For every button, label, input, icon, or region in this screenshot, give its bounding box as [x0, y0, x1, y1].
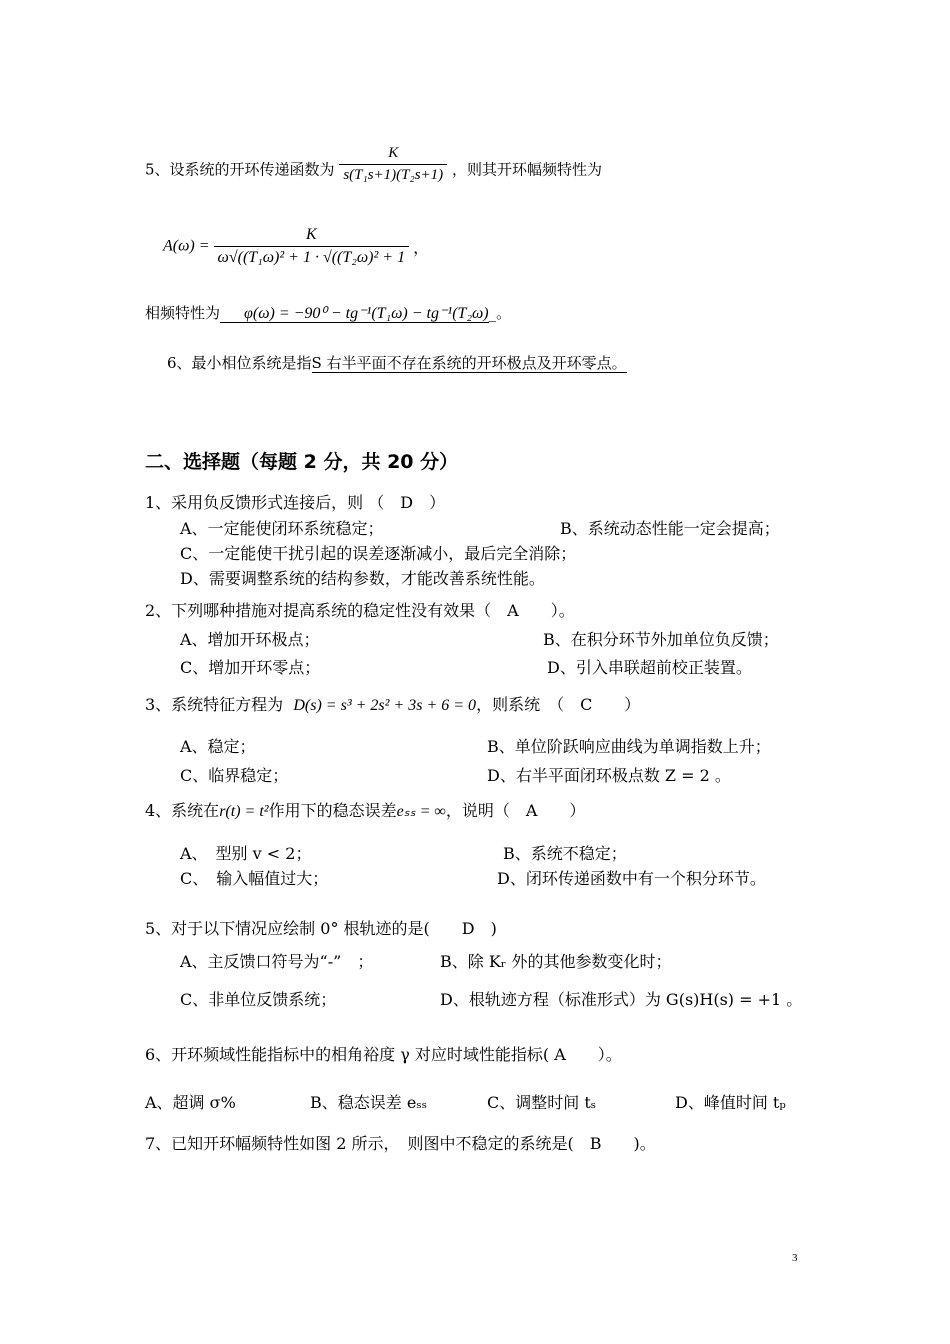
q4-input-signal: r(t) = t² — [219, 803, 269, 820]
q5-stem: 5、对于以下情况应绘制 0° 根轨迹的是( D ) — [145, 919, 497, 938]
fill-q6-answer: S 右半平面不存在系统的开环极点及开环零点。 — [311, 354, 627, 372]
q3-option-b: B、单位阶跃响应曲线为单调指数上升； — [487, 737, 771, 756]
q3-option-c: C、临界稳定； — [180, 766, 289, 785]
q5-option-b: B、除 Kᵣ 外的其他参数变化时； — [440, 952, 672, 971]
fill-q5-amplitude — [163, 226, 429, 267]
q4-option-c: C、 输入幅值过大； — [180, 869, 329, 888]
fill-q5-mid-text: ，则其开环幅频特性为 — [451, 160, 602, 179]
q2-option-c: C、增加开环零点； — [180, 658, 321, 677]
q3-stem-text: 3、系统特征方程为 — [145, 695, 284, 714]
fill-q5-phase-answer: φ(ω) = −90⁰ − tg⁻¹(T₁ω) − tg⁻¹(T₂ω) — [244, 305, 489, 322]
fill-q6-prefix: 6、最小相位系统是指 — [167, 354, 312, 372]
q1-option-a: A、一定能使闭环系统稳定； — [180, 519, 384, 538]
q7-stem: 7、已知开环幅频特性如图 2 所示， 则图中不稳定的系统是( B )。 — [145, 1134, 656, 1153]
fill-q5-tf-denominator: s(T₁s+1)(T₂s+1) — [339, 164, 447, 184]
q2-option-d: D、引入串联超前校正装置。 — [547, 658, 752, 677]
q4-option-b: B、系统不稳定； — [503, 844, 627, 863]
q2-option-a: A、增加开环极点； — [180, 630, 320, 649]
q3-characteristic-equation: D(s) = s³ + 2s² + 3s + 6 = 0 — [293, 697, 477, 714]
fill-q5-phase-line — [145, 302, 511, 323]
q6-option-a: A、超调 σ% — [145, 1093, 236, 1112]
q3-option-a: A、稳定； — [180, 737, 256, 756]
fill-q5-phase-label: 相频特性为 — [145, 304, 221, 322]
q4-stem-text-c: ，说明（ A ） — [445, 801, 586, 820]
q4-option-d: D、闭环传递函数中有一个积分环节。 — [497, 869, 766, 888]
fill-q5-line — [145, 145, 602, 184]
q5-option-c: C、非单位反馈系统； — [180, 990, 337, 1009]
q1-option-c: C、一定能使干扰引起的误差逐渐减小，最后完全消除； — [180, 544, 577, 563]
page-number: 3 — [792, 1252, 798, 1264]
q3-stem — [145, 692, 640, 715]
fill-q6-line — [167, 352, 627, 373]
fill-q5-amp-numerator: K — [305, 226, 317, 243]
q6-option-d: D、峰值时间 tₚ — [675, 1093, 786, 1112]
q1-stem: 1、采用负反馈形式连接后，则 （ D ） — [145, 493, 446, 512]
q4-stem-text-b: 作用下的稳态误差 — [268, 801, 397, 820]
q1-option-b: B、系统动态性能一定会提高； — [560, 519, 780, 538]
q5-option-a: A、主反馈口符号为“-” ； — [180, 952, 374, 971]
fill-q5-tf-numerator: K — [388, 145, 399, 161]
q2-stem: 2、下列哪种措施对提高系统的稳定性没有效果（ A ）。 — [145, 601, 575, 620]
q6-stem: 6、开环频域性能指标中的相角裕度 γ 对应时域性能指标( A ）。 — [145, 1045, 622, 1064]
fill-q5-amp-denominator: ω√((T₁ω)² + 1 · √((T₂ω)² + 1 — [214, 246, 410, 267]
q2-option-b: B、在积分环节外加单位负反馈； — [543, 630, 779, 649]
fill-q5-phase-tail: _。 — [488, 304, 512, 322]
fill-q5-transfer-function — [339, 145, 447, 184]
fill-q5-amp-fraction — [214, 226, 410, 267]
q6-option-c: C、调整时间 tₛ — [487, 1093, 597, 1112]
section-title: 二、选择题（每题 2 分，共 20 分） — [145, 451, 459, 473]
q4-stem — [145, 798, 585, 821]
q4-option-a: A、 型别 v < 2； — [180, 844, 312, 863]
q6-option-b: B、稳态误差 eₛₛ — [310, 1093, 428, 1112]
q5-option-d: D、根轨迹方程（标准形式）为 G(s)H(s) = +1 。 — [440, 990, 803, 1009]
fill-q5-prefix: 5、设系统的开环传递函数为 — [145, 160, 335, 179]
q4-stem-text-a: 4、系统在 — [145, 801, 220, 820]
q3-option-d: D、右半平面闭环极点数 Z = 2 。 — [487, 766, 731, 785]
q1-option-d: D、需要调整系统的结构参数，才能改善系统性能。 — [180, 569, 545, 588]
fill-q5-amp-lhs: A(ω) = — [163, 237, 210, 255]
fill-q5-amp-tail: ， — [413, 240, 430, 257]
q4-steady-error: eₛₛ = ∞ — [396, 803, 446, 820]
q3-stem-answer: ，则系统 （ C ） — [476, 695, 641, 714]
